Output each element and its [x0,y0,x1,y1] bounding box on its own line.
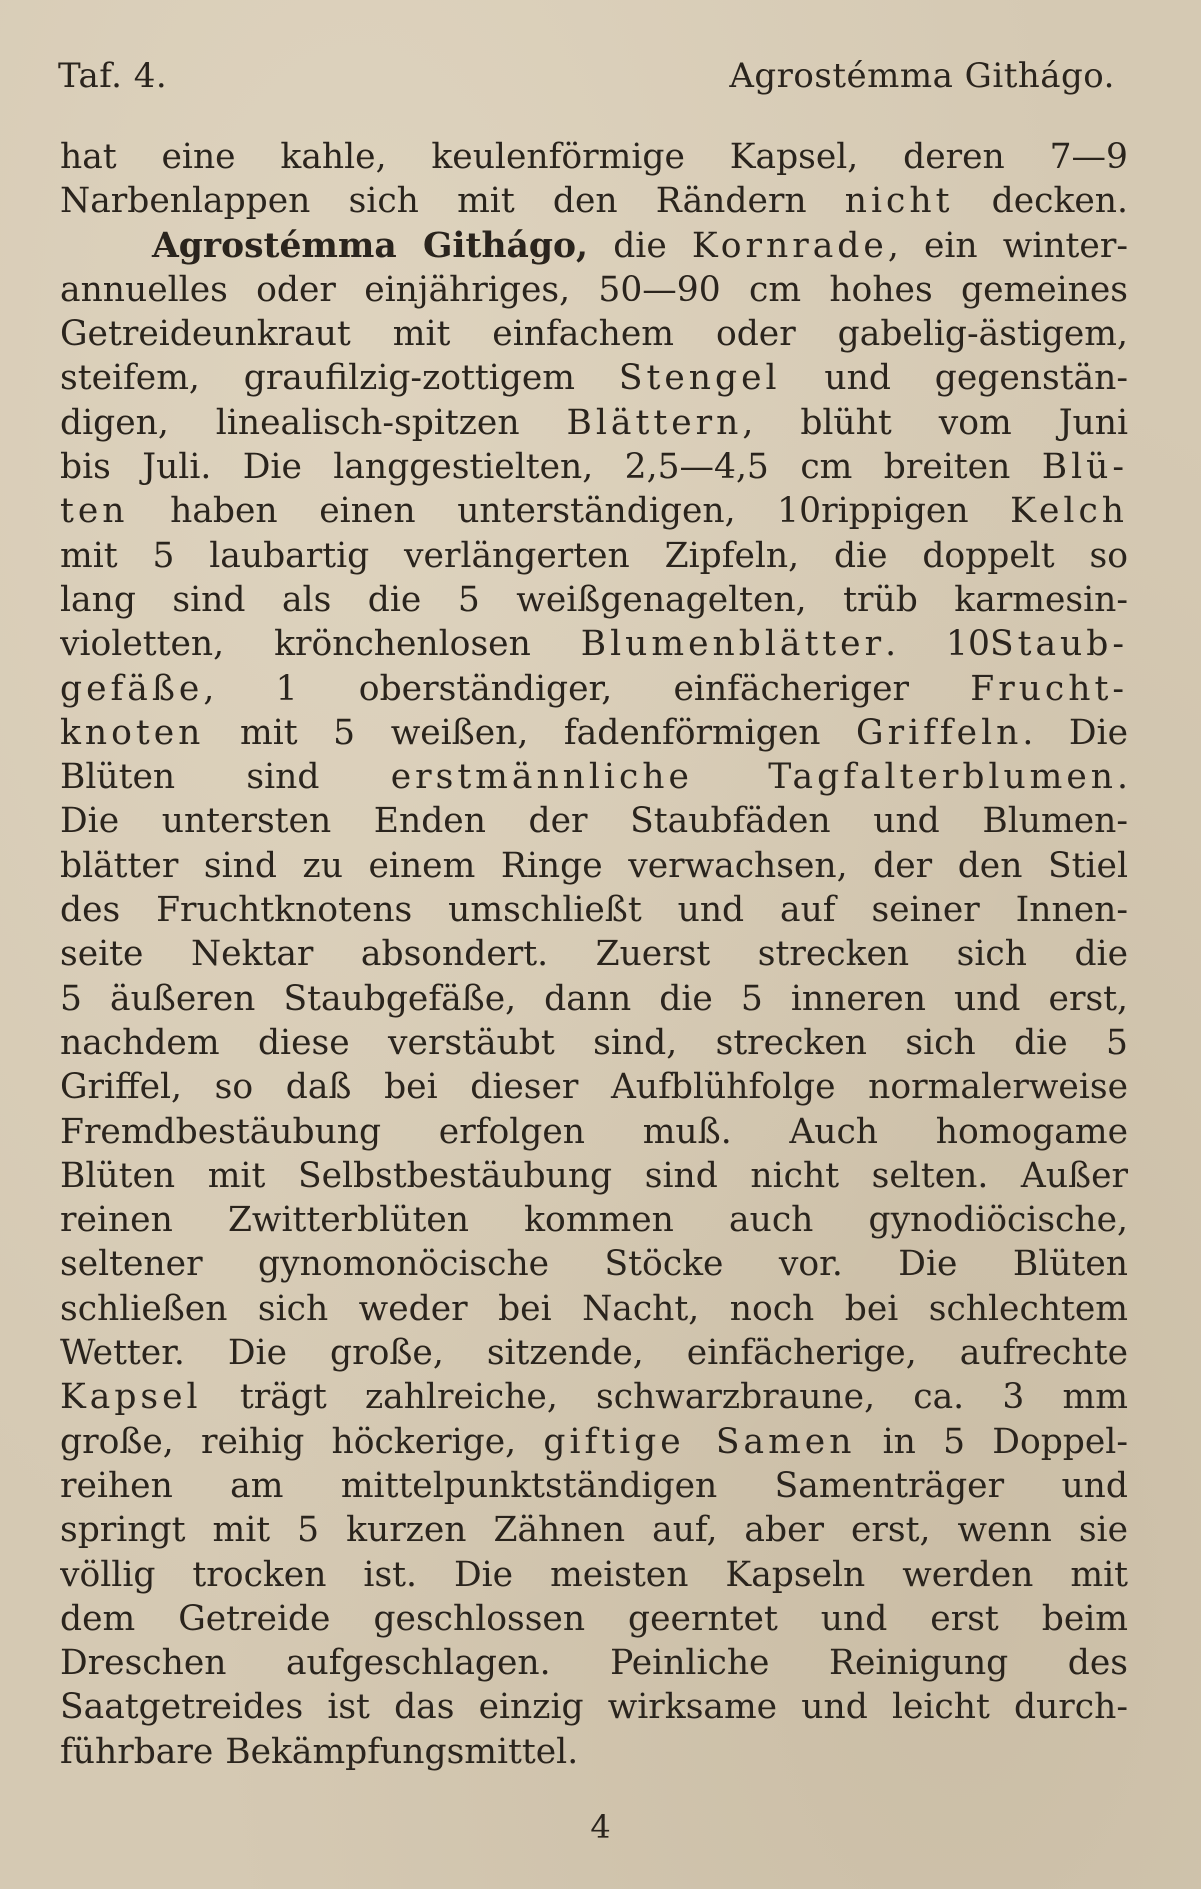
text-line: annuelles oder einjähriges, 50—90 cm hohes gemeines [60,269,1128,310]
common-name: Kornrade [691,225,888,266]
text-line: nachdem diese verstäubt sind, strecken sich die 5 [60,1022,1128,1063]
emphasis-spaced: nicht [844,181,954,222]
page-number: 4 [590,1808,611,1846]
text-line: schließen sich weder bei Nacht, noch bei schlechtem [60,1288,1128,1329]
emphasis-spaced: Blü- [1041,447,1128,488]
text-line: hat eine kahle, keulenförmige Kapsel, deren 7—9 [60,137,1128,177]
emphasis-spaced: Stengel [618,358,781,399]
text-line: violetten, krönchenlosen Blumenblätter. 10Staub- [60,624,1128,665]
emphasis-spaced: Kelch [1010,491,1128,532]
text-line: reihen am mittelpunktständigen Samenträger und [60,1465,1128,1506]
text-line: knoten mit 5 weißen, fadenförmigen Griffeln. Die [60,712,1128,753]
text-line: seite Nektar absondert. Zuerst strecken sich die [60,934,1128,975]
emphasis-spaced: gefäße [60,668,204,709]
text-line: Kapsel trägt zahlreiche, schwarzbraune, ca. 3 mm [60,1377,1128,1418]
text-line: reinen Zwitterblüten kommen auch gynodiöcische, [60,1200,1128,1241]
text-line: Die untersten Enden der Staubfäden und Blumen- [60,801,1128,842]
text-line: 5 äußeren Staubgefäße, dann die 5 inneren und erst, [60,978,1128,1019]
text-line: digen, linealisch-spitzen Blättern, blüht vom Juni [60,402,1128,443]
text-line: Saatgetreides ist das einzig wirksame und leicht durch- [60,1687,1128,1728]
emphasis-spaced: giftige Samen [543,1421,856,1462]
text-line: führbare Bekämpfungsmittel. [60,1731,579,1772]
text-line: völlig trocken ist. Die meisten Kapseln werden mit [60,1554,1128,1595]
text-line: Fremdbestäubung erfolgen muß. Auch homogame [60,1111,1128,1152]
emphasis-spaced: Staub- [989,624,1128,665]
text-line: große, reihig höckerige, giftige Samen in 5 Doppel- [60,1421,1128,1462]
text-line: gefäße, 1 oberständiger, einfächeriger Frucht- [60,668,1128,709]
body-text [60,135,1128,1774]
text-line: ten haben einen unterständigen, 10rippigen Kelch [60,491,1128,532]
species-name: Agrostémma Githágo, [152,225,589,266]
text-line: lang sind als die 5 weißgenagelten, trüb karmesin- [60,579,1128,620]
emphasis-spaced: erstmännliche Tagfalterblumen [390,757,1118,798]
text-line: Blüten mit Selbstbestäubung sind nicht selten. Außer [60,1155,1128,1196]
text-line: Dreschen aufgeschlagen. Peinliche Reinigung des [60,1643,1128,1684]
text-line: blätter sind zu einem Ringe verwachsen, der den Stiel [60,845,1128,886]
plate-number: Taf. 4. [58,56,168,96]
emphasis-spaced: Blumenblätter [580,624,886,665]
text-line: Blüten sind erstmännliche Tagfalterblumen. [60,757,1128,798]
text-line: Griffel, so daß bei dieser Aufblühfolge normalerweise [60,1067,1128,1108]
text-line: springt mit 5 kurzen Zähnen auf, aber erst, wenn sie [60,1510,1128,1551]
running-title: Agrostémma Githágo. [729,56,1115,96]
text-line: Getreideunkraut mit einfachem oder gabelig-ästigem, [60,314,1128,355]
text-line: Narbenlappen sich mit den Rändern nicht decken. [60,181,1128,222]
text-line: Agrostémma Githágo, die Kornrade, ein winter- [152,225,1128,266]
text-line: seltener gynomonöcische Stöcke vor. Die Blüten [60,1244,1128,1285]
emphasis-spaced: Kapsel [60,1377,202,1418]
emphasis-spaced: Griffeln [856,712,1023,753]
running-head [58,56,1115,102]
text-line: dem Getreide geschlossen geerntet und erst beim [60,1598,1128,1639]
emphasis-spaced: Blättern [566,402,743,443]
text-line: des Fruchtknotens umschließt und auf seiner Innen- [60,890,1128,931]
text-line: mit 5 laubartig verlängerten Zipfeln, die doppelt so [60,535,1128,576]
text-line: bis Juli. Die langgestielten, 2,5—4,5 cm breiten Blü- [60,447,1128,488]
emphasis-spaced: Frucht- [970,668,1128,709]
emphasis-spaced: knoten [60,712,205,753]
text-line: Wetter. Die große, sitzende, einfächerige, aufrechte [60,1333,1128,1374]
emphasis-spaced: ten [60,491,129,532]
text-line: steifem, graufilzig-zottigem Stengel und gegenstän- [60,358,1128,399]
